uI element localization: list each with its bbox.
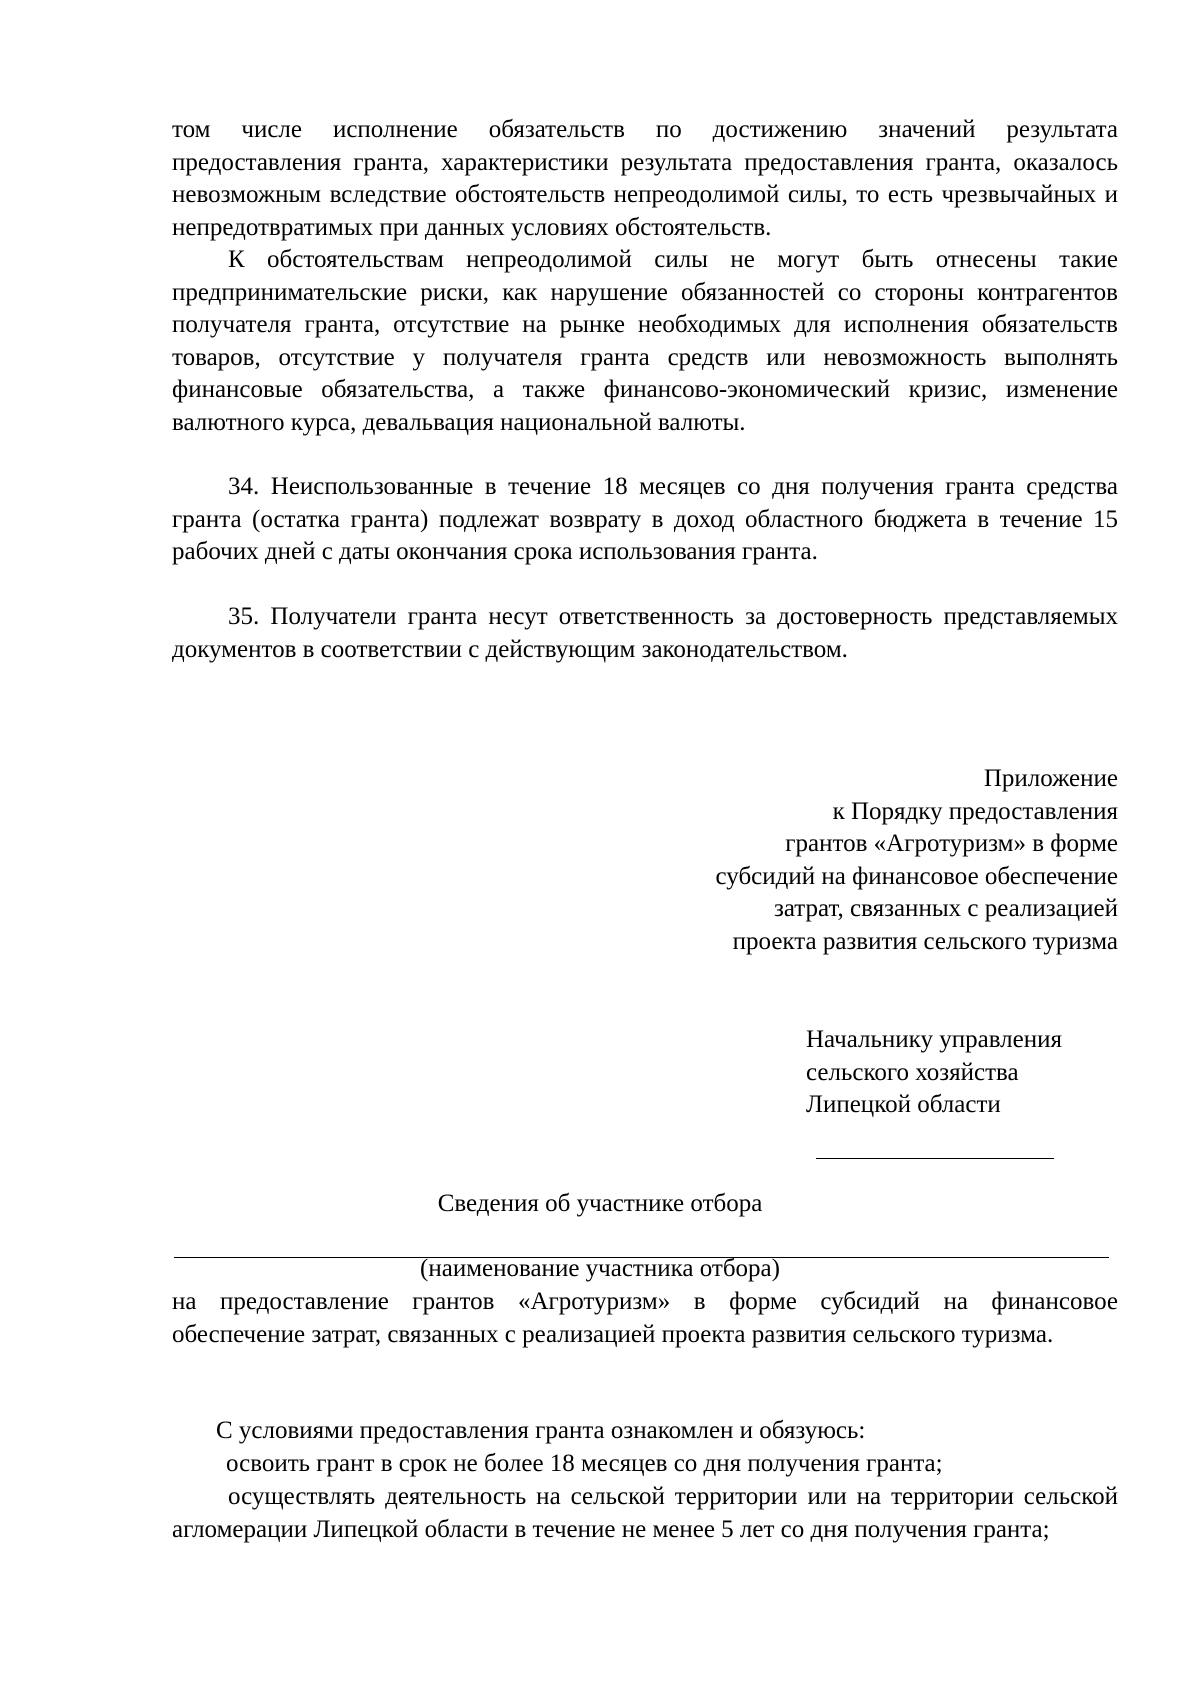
- appendix-line: проекта развития сельского туризма: [732, 927, 1118, 955]
- appendix-line: грантов «Агротуризм» в форме: [785, 830, 1118, 857]
- addressee-name-blank-line: [816, 1158, 1054, 1159]
- addressee-line: Липецкой области: [806, 1091, 1001, 1118]
- form-title: Сведения об участнике отбора: [437, 1190, 763, 1217]
- form-purpose-text: на предоставление грантов «Агротуризм» в форме субсидий на финансовое обеспечение затрат, связанных с реализацией проекта развития сельского туризма.: [172, 1288, 1118, 1348]
- paragraph-force-majeure-exclusions: К обстоятельствам непреодолимой силы не могут быть отнесены такие предпринимательские риски, как нарушение обязанностей со стороны контрагентов получателя гранта, отсутствие на рынке необходимых для исполнения обязательств товаров, отсутствие у получателя гранта средств или невозможность выполнять финансовые обязательства, а также финансово-экономический кризис, изменение валютного курса, девальвация национальной валюты.: [172, 246, 1118, 436]
- appendix-header: [716, 763, 1118, 958]
- appendix-line: субсидий на финансовое обеспечение: [715, 862, 1118, 890]
- paragraph-34-unused-funds: 34. Неиспользованные в течение 18 месяцев со дня получения гранта средства гранта (остатка гранта) подлежат возврату в доход областного бюджета в течение 15 рабочих дней с даты окончания срока использования гранта.: [172, 473, 1118, 565]
- paragraph-35-responsibility: 35. Получатели гранта несут ответственность за достоверность представляемых документов в соответствии с действующим законодательством.: [172, 603, 1118, 663]
- addressee-line: Начальнику управления: [806, 1026, 1062, 1053]
- conditions-intro: С условиями предоставления гранта ознакомлен и обязуюсь:: [216, 1417, 866, 1444]
- condition-item-2: осуществлять деятельность на сельской территории или на территории сельской агломерации Липецкой области в течение не менее 5 лет со дня получения гранта;: [172, 1483, 1118, 1543]
- appendix-line: к Порядку предоставления: [832, 797, 1118, 825]
- addressee-line: сельского хозяйства: [806, 1058, 1019, 1086]
- paragraph-force-majeure-end: том числе исполнение обязательств по достижению значений результата предоставления гранта, характеристики результата предоставления гранта, оказалось невозможным вследствие обстоятельств непреодолимой силы, то есть чрезвычайных и непредотвратимых при данных условиях обстоятельств.: [172, 116, 1118, 241]
- appendix-line: затрат, связанных с реализацией: [773, 895, 1118, 922]
- condition-item-1: освоить грант в срок не более 18 месяцев со дня получения гранта;: [226, 1450, 943, 1477]
- participant-name-caption: (наименование участника отбора): [420, 1255, 780, 1282]
- appendix-line: Приложение: [983, 765, 1118, 792]
- addressee-block: [806, 1024, 1062, 1122]
